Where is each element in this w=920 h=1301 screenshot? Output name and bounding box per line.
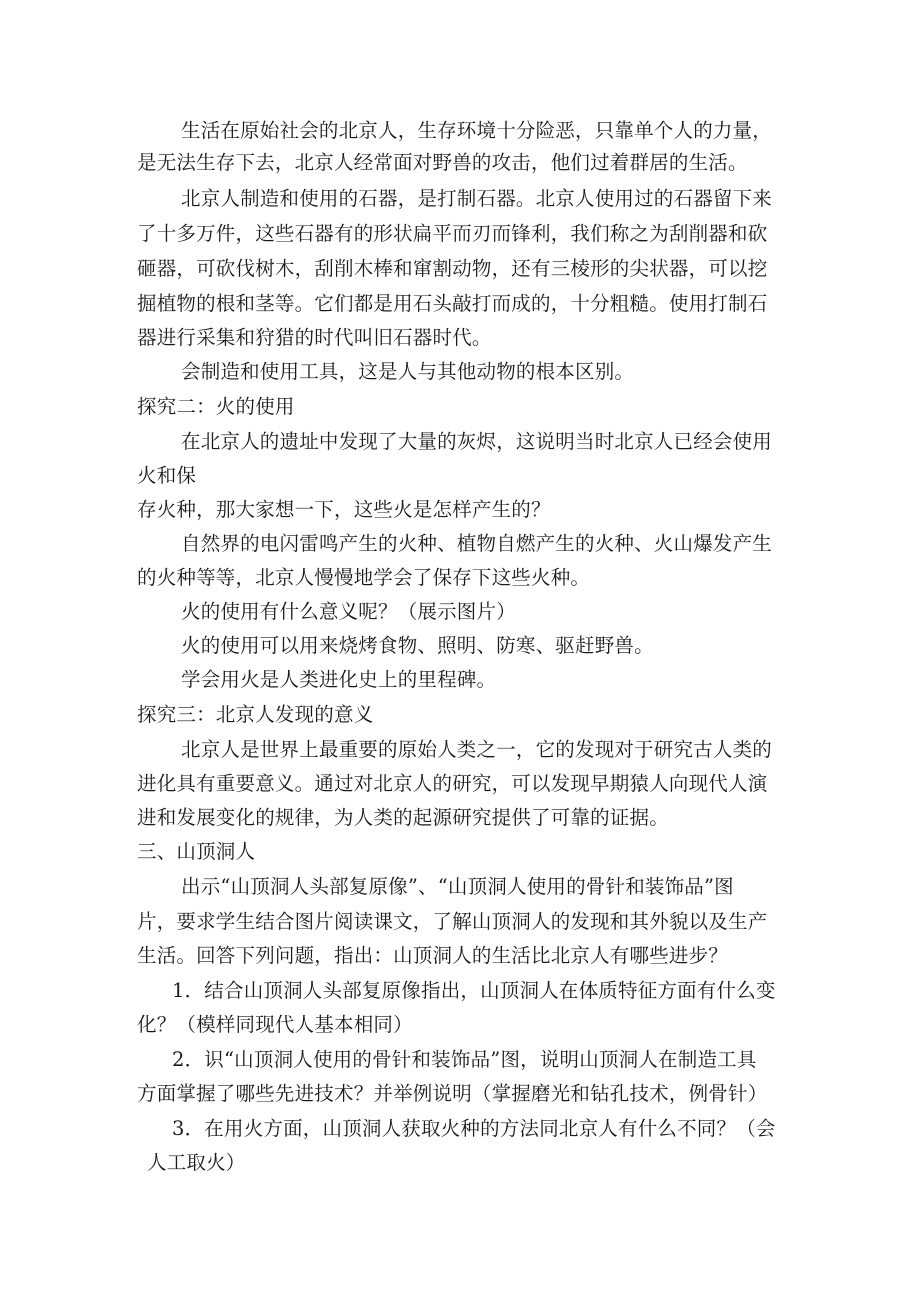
text-line: 生活在原始社会的北京人，生存环境十分险恶，只靠单个人的力量， xyxy=(181,119,773,142)
text-line: 在北京人的遗址中发现了大量的灰烬，这说明当时北京人已经会使用 xyxy=(181,430,773,453)
text-line: 出示“山顶洞人头部复原像”、“山顶洞人使用的骨针和装饰品”图 xyxy=(181,875,734,898)
text-line: 火的使用可以用来烧烤食物、照明、防寒、驱赶野兽。 xyxy=(181,634,654,657)
text-line: 是无法生存下去，北京人经常面对野兽的攻击，他们过着群居的生活。 xyxy=(137,151,748,174)
list-item: 2．识“山顶洞人使用的骨针和装饰品”图，说明山顶洞人在制造工具 xyxy=(172,1048,757,1071)
text-line: 学会用火是人类进化史上的里程碑。 xyxy=(181,668,497,691)
text-line: 北京人制造和使用的石器，是打制石器。北京人使用过的石器留下来 xyxy=(181,187,773,210)
text-line: 存火种，那大家想一下，这些火是怎样产生的？ xyxy=(137,498,551,521)
text-line: 火和保 xyxy=(137,464,197,487)
list-item: 3．在用火方面，山顶洞人获取火种的方法同北京人有什么不同？（会 xyxy=(172,1117,776,1140)
text-line: 砸器，可砍伐树木，刮削木棒和窜割动物，还有三棱形的尖状器，可以挖 xyxy=(137,257,768,280)
section-heading: 三、山顶洞人 xyxy=(137,840,256,863)
text-line: 片，要求学生结合图片阅读课文，了解山顶洞人的发现和其外貌以及生产 xyxy=(137,910,768,933)
text-line: 进化具有重要意义。通过对北京人的研究，可以发现早期猿人向现代人演 xyxy=(137,772,768,795)
text-line: 生活。回答下列问题，指出：山顶洞人的生活比北京人有哪些进步？ xyxy=(137,944,729,967)
text-line: 火的使用有什么意义呢？（展示图片） xyxy=(181,600,516,623)
text-line: 人工取火） xyxy=(147,1151,246,1174)
text-line: 会制造和使用工具，这是人与其他动物的根本区别。 xyxy=(181,360,635,383)
text-line: 器进行采集和狩猎的时代叫旧石器时代。 xyxy=(137,326,492,349)
list-item: 1．结合山顶洞人头部复原像指出，山顶洞人在体质特征方面有什么变 xyxy=(172,979,776,1002)
text-line: 的火种等等，北京人慢慢地学会了保存下这些火种。 xyxy=(137,566,591,589)
text-line: 化？（模样同现代人基本相同） xyxy=(137,1013,413,1036)
text-line: 自然界的电闪雷鸣产生的火种、植物自燃产生的火种、火山爆发产生 xyxy=(181,532,773,555)
section-heading: 探究二：火的使用 xyxy=(137,395,295,418)
text-line: 掘植物的根和茎等。它们都是用石头敲打而成的，十分粗糙。使用打制石 xyxy=(137,292,768,315)
text-line: 方面掌握了哪些先进技术？并举例说明（掌握磨光和钻孔技术，例骨针） xyxy=(137,1082,768,1105)
text-line: 了十多万件，这些石器有的形状扁平而刃而锋利，我们称之为刮削器和砍 xyxy=(137,222,768,245)
section-heading: 探究三：北京人发现的意义 xyxy=(137,703,374,726)
text-line: 北京人是世界上最重要的原始人类之一，它的发现对于研究古人类的 xyxy=(181,738,773,761)
text-line: 进和发展变化的规律，为人类的起源研究提供了可靠的证据。 xyxy=(137,806,669,829)
